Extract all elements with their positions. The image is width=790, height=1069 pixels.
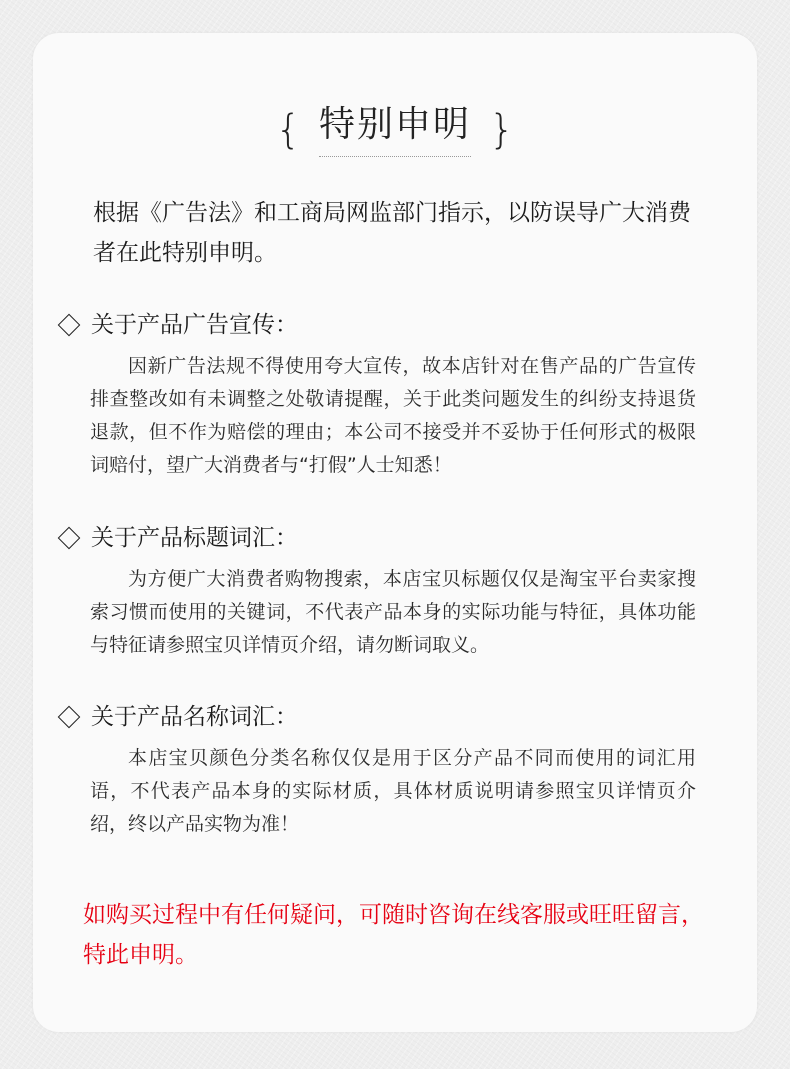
section-heading-text: 关于产品标题词汇： bbox=[91, 525, 298, 551]
diamond-bullet-icon bbox=[58, 314, 81, 337]
intro-paragraph: 根据《广告法》和工商局网监部门指示，以防误导广大消费者在此特别申明。 bbox=[93, 200, 691, 266]
section-heading-text: 关于产品名称词汇： bbox=[91, 704, 298, 730]
page-title: 特别申明 bbox=[319, 103, 471, 157]
title-line bbox=[276, 103, 515, 157]
title-block bbox=[33, 103, 757, 157]
section-body: 因新广告法规不得使用夸大宣传，故本店针对在售产品的广告宣传排查整改如有未调整之处敬请提醒，关于此类问题发生的纠纷支持退货退款，但不作为赔偿的理由；本公司不接受并不妥协于任何形式的极限词赔付，望广大消费者与“打假”人士知悉！ bbox=[90, 355, 696, 476]
diamond-bullet-icon bbox=[58, 527, 81, 550]
section-body: 本店宝贝颜色分类名称仅仅是用于区分产品不同而使用的词汇用语，不代表产品本身的实际材质，具体材质说明请参照宝贝详情页介绍，终以产品实物为准！ bbox=[90, 747, 696, 835]
section-heading-text: 关于产品广告宣传： bbox=[91, 312, 298, 338]
section-body: 为方便广大消费者购物搜索，本店宝贝标题仅仅是淘宝平台卖家搜索习惯而使用的关键词，不代表产品本身的实际功能与特征，具体功能与特征请参照宝贝详情页介绍，请勿断词取义。 bbox=[90, 568, 696, 656]
contact-notice: 如购买过程中有任何疑问，可随时咨询在线客服或旺旺留言，特此申明。 bbox=[83, 902, 704, 968]
section-name-words bbox=[55, 702, 705, 841]
diamond-bullet-icon bbox=[58, 706, 81, 729]
section-advertising bbox=[55, 310, 705, 482]
section-heading bbox=[55, 310, 705, 340]
right-brace: } bbox=[489, 107, 515, 154]
section-title-words bbox=[55, 523, 705, 662]
section-heading bbox=[55, 702, 705, 732]
declaration-card bbox=[33, 33, 757, 1032]
section-heading bbox=[55, 523, 705, 553]
left-brace: { bbox=[275, 107, 301, 154]
